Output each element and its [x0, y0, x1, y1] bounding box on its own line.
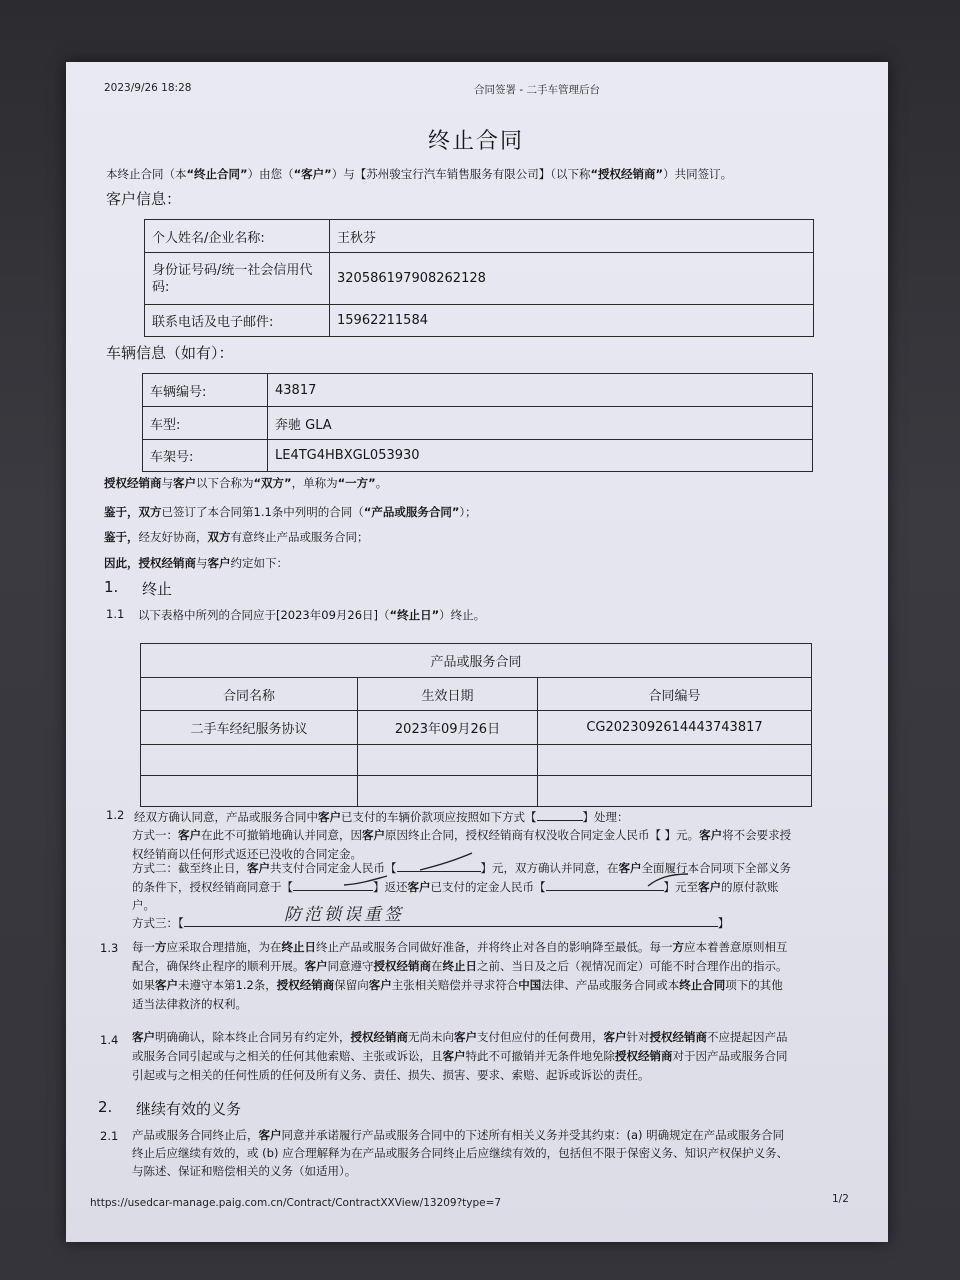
handwritten-note: 防范锁误重签	[284, 905, 404, 925]
table-row	[145, 253, 814, 305]
table-row	[145, 305, 814, 337]
customer-name-label: 个人姓名/企业名称:	[145, 220, 330, 253]
clause-1-4-number: 1.4	[100, 1033, 119, 1047]
print-app-title: 合同签署 - 二手车管理后台	[474, 84, 600, 96]
recital-whereas-1: 鉴于，双方已签订了本合同第1.1条中列明的合同（“产品或服务合同”）；	[104, 505, 477, 519]
table-row	[143, 407, 813, 440]
vehicle-info-heading: 车辆信息（如有）：	[106, 344, 234, 362]
print-url: https://usedcar-manage.paig.com.cn/Contract/ContractXXView/13209?type=7	[90, 1197, 502, 1209]
customer-info-table	[144, 219, 814, 337]
contract-page	[66, 62, 888, 1242]
method-2-line-2: 的条件下，授权经销商同意于【 】返还客户已支付的定金人民币【 】元至客户的原付款账	[132, 880, 779, 894]
clause-1-4-text: 客户明确确认，除本终止合同另有约定外，授权经销商无尚未向客户支付但应付的任何费用，客户针对授权经销商不应提起因产品 或服务合同引起或与之相关的任何其他索赔、主张或诉讼，且客户特此不可撤销并无条件地免除授权经销商对于因产品或服务合同 引起或与之相关的任何性质的任何及所有义务、责任、损失、损害、要求、索赔、起诉或诉讼的责任。	[132, 1030, 788, 1082]
section-1-number: 1.	[104, 578, 119, 596]
method-3-line: 方式三：【 】	[132, 916, 730, 930]
column-header-contract-number: 合同编号	[538, 678, 812, 711]
customer-info-heading: 客户信息：	[106, 190, 182, 208]
recital-parties: 授权经销商与客户以下合称为“双方”，单称为“一方”。	[104, 476, 388, 490]
vehicle-number-label: 车辆编号:	[143, 374, 268, 407]
table-row	[143, 440, 813, 472]
section-2-title: 继续有效的义务	[136, 1100, 242, 1118]
document-title: 终止合同	[428, 129, 525, 154]
handwritten-slash-mark	[341, 870, 391, 890]
table-row	[145, 220, 814, 253]
customer-id-label: 身份证号码/统一社会信用代码:	[145, 253, 330, 305]
clause-1-3-number: 1.3	[100, 941, 119, 955]
customer-contact-value: 15962211584	[330, 305, 814, 337]
contract-name-cell: 二手车经纪服务协议	[141, 711, 358, 745]
table-row	[143, 374, 813, 407]
vehicle-model-value: 奔驰 GLA	[268, 407, 813, 440]
clause-1-1-number: 1.1	[106, 607, 125, 621]
method-1-line-1: 方式一：客户在此不可撤销地确认并同意，因客户原因终止合同，授权经销商有权没收合同定金人民币【 】元。客户将不会要求授	[132, 828, 792, 842]
customer-contact-label: 联系电话及电子邮件:	[145, 305, 330, 337]
customer-id-value: 320586197908262128	[330, 253, 814, 305]
contract-table-caption: 产品或服务合同	[141, 644, 812, 678]
clause-1-2-intro: 经双方确认同意，产品或服务合同中客户已支付的车辆价款项应按照如下方式【 】处理：	[134, 810, 629, 824]
intro-paragraph: 本终止合同（本“终止合同”）由您（“客户”）与【苏州骏宝行汽车销售服务有限公司】（以下称“授权经销商”）共同签订。	[106, 167, 733, 181]
customer-name-value: 王秋芬	[330, 220, 814, 253]
section-2-number: 2.	[98, 1098, 113, 1116]
table-row	[141, 745, 812, 776]
vehicle-number-value: 43817	[268, 374, 813, 407]
column-header-contract-name: 合同名称	[141, 678, 358, 711]
method-2-line-1: 方式二：截至终止日，客户共支付合同定金人民币【 】元，双方确认并同意，在客户全面履行本合同项下全部义务	[132, 861, 791, 875]
clause-2-1-number: 2.1	[100, 1129, 119, 1143]
method-1-line-2: 权经销商以任何形式返还已没收的合同定金。	[132, 847, 362, 861]
vehicle-vin-label: 车架号:	[143, 440, 268, 472]
section-1-title: 终止	[142, 580, 173, 598]
contract-number-cell: CG2023092614443743817	[538, 711, 812, 745]
method-2-line-3: 户。	[132, 898, 155, 912]
vehicle-vin-value: LE4TG4HBXGL053930	[268, 440, 813, 472]
clause-1-3-text: 每一方应采取合理措施，为在终止日终止产品或服务合同做好准备，并将终止对各自的影响降至最低。每一方应本着善意原则相互 配合，确保终止程序的顺利开展。客户同意遵守授权经销商在终止日之前、当日及之后（视情况而定）可能不时合理作出的指示。 如果客户未遵守本第1.2条，授权经销商保留向客户主张相关赔偿并寻求符合中国法律、产品或服务合同或本终止合同项下的其他 适当法律救济的权利。	[132, 940, 788, 1011]
vehicle-info-table	[142, 373, 813, 472]
table-row	[141, 644, 812, 678]
recital-therefore: 因此，授权经销商与客户约定如下：	[104, 556, 288, 570]
column-header-effective-date: 生效日期	[358, 678, 538, 711]
vehicle-model-label: 车型:	[143, 407, 268, 440]
recital-whereas-2: 鉴于，经友好协商，双方有意终止产品或服务合同；	[104, 530, 369, 544]
clause-1-2-number: 1.2	[106, 808, 125, 822]
table-row	[141, 678, 812, 711]
table-row	[141, 711, 812, 745]
handwritten-slash-mark	[644, 868, 694, 890]
effective-date-cell: 2023年09月26日	[358, 711, 538, 745]
clause-1-1-text: 以下表格中所列的合同应于[2023年09月26日]（“终止日”）终止。	[138, 608, 486, 622]
page-number: 1/2	[832, 1193, 849, 1205]
contract-list-table	[140, 643, 812, 807]
clause-2-1-text: 产品或服务合同终止后，客户同意并承诺履行产品或服务合同中的下述所有相关义务并受其约束：(a) 明确规定在产品或服务合同 终止后应继续有效的，或 (b) 应合理解释为在产品或服务合同终止后应继续有效的，包括但不限于保密义务、知识产权保护义务、 与陈述、保证和赔偿相关的义务（如适用）。	[132, 1128, 789, 1178]
print-datetime: 2023/9/26 18:28	[104, 82, 192, 94]
handwritten-slash-mark	[416, 850, 476, 874]
table-row	[141, 776, 812, 807]
